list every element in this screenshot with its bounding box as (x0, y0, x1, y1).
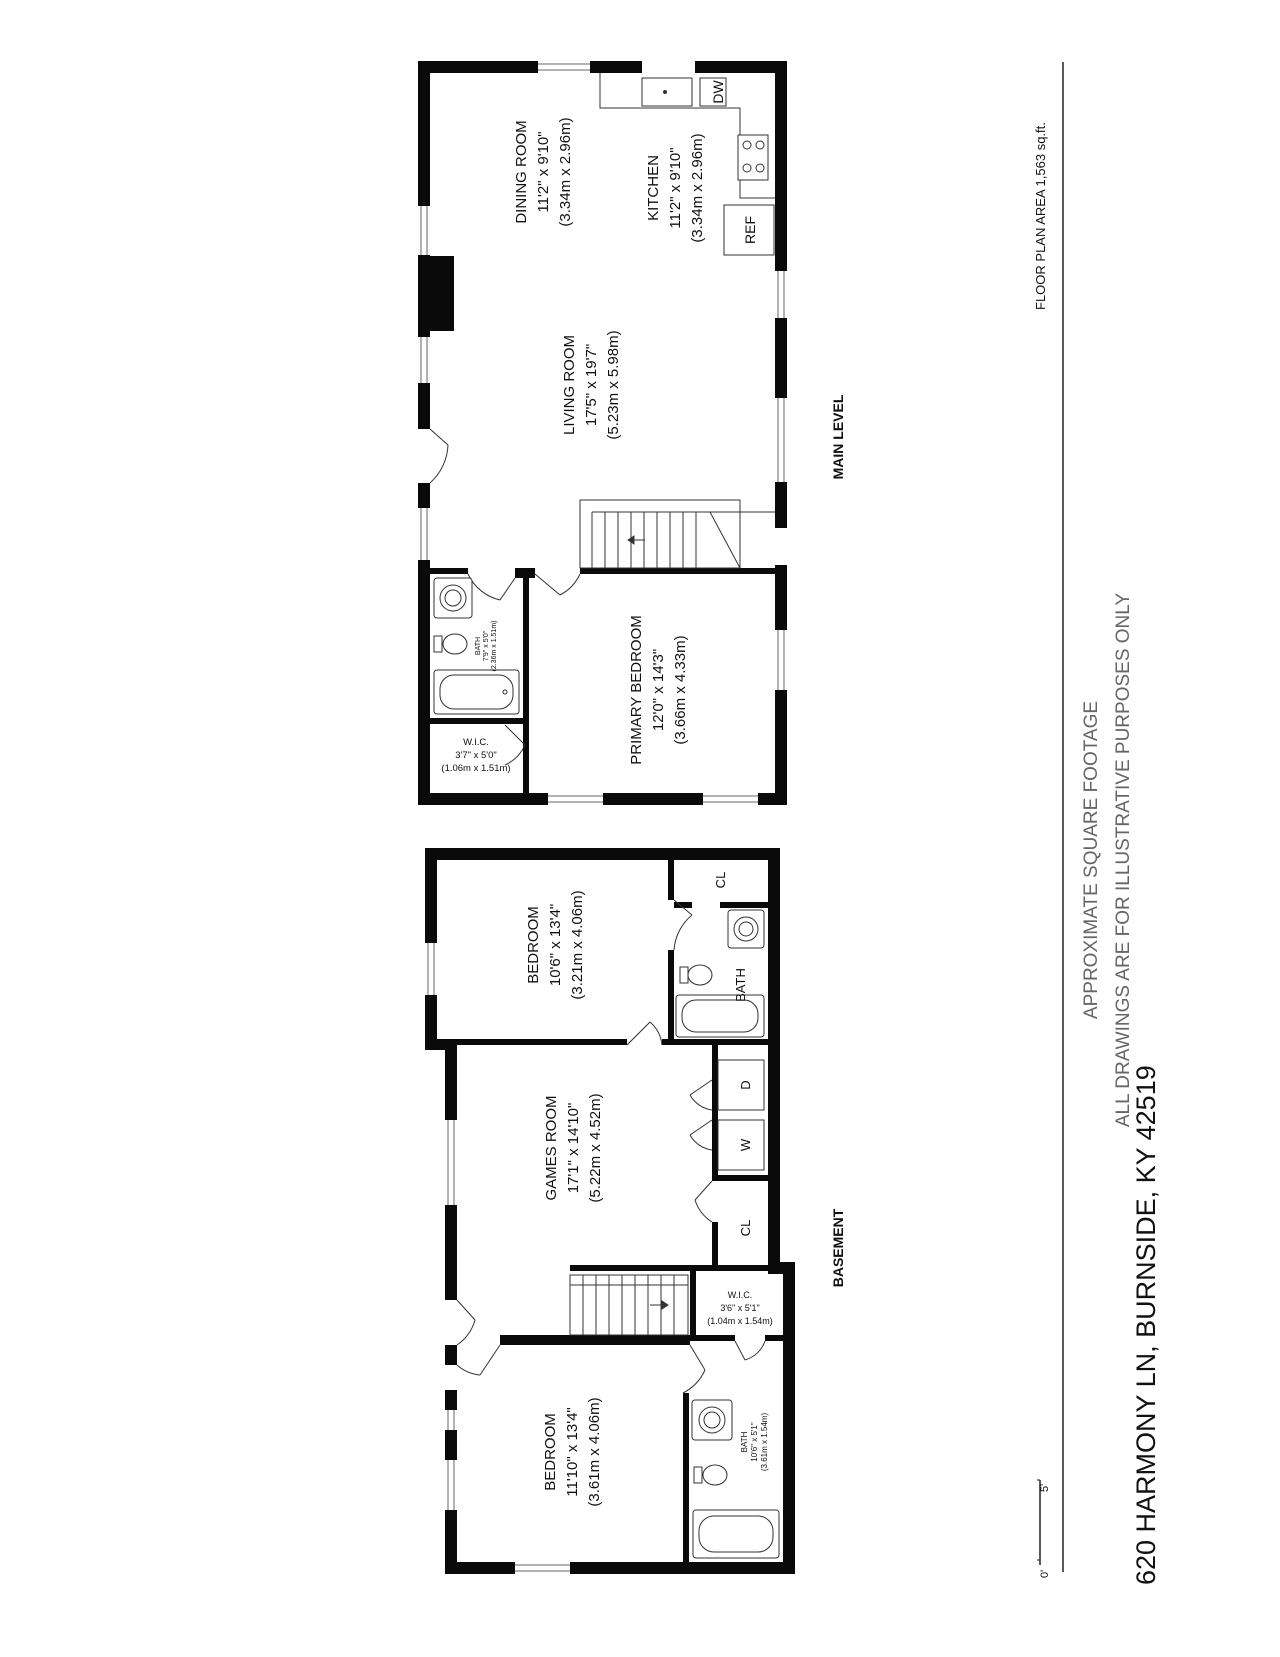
basement-wic-name: W.I.C. (727, 1290, 753, 1300)
kitchen-metric: (3.34m x 2.96m) (689, 133, 706, 243)
basement-walls (425, 848, 795, 1574)
basement-label: BASEMENT (830, 1208, 846, 1288)
main-bath-metric: (2.36m x 1.51m) (491, 620, 498, 672)
games-room-name: GAMES ROOM (543, 1095, 560, 1201)
dining-room-dims: 11'2" x 9'10" (535, 131, 552, 213)
property-address: 620 HARMONY LN, BURNSIDE, KY 42519 (1131, 1065, 1161, 1585)
primary-bedroom-dims: 12'0" x 14'3" (650, 648, 667, 732)
living-room-name: LIVING ROOM (561, 334, 578, 436)
games-room-metric: (5.22m x 4.52m) (587, 1093, 604, 1203)
main-stairs (580, 500, 775, 568)
dining-room-name: DINING ROOM (513, 120, 530, 224)
main-bath-dims: 7'9" x 5'0" (483, 630, 490, 662)
washer-label: W (738, 1138, 753, 1152)
scale-start-label: 0' (1039, 1569, 1051, 1578)
dishwasher-label: DW (710, 80, 726, 104)
main-bath-name: BATH (475, 636, 482, 656)
living-room-metric: (5.23m x 5.98m) (605, 330, 622, 440)
bedroom2-name: BEDROOM (542, 1413, 559, 1491)
basement-bath2-name: BATH (740, 1431, 749, 1453)
basement-bath2-metric: (3.61m x 1.54m) (760, 1412, 769, 1472)
basement-wic-metric: (1.04m x 1.54m) (707, 1316, 773, 1326)
dryer-label: D (738, 1080, 753, 1090)
primary-bedroom-name: PRIMARY BEDROOM (628, 615, 645, 765)
main-wic-name: W.I.C. (463, 737, 489, 748)
title-block (1033, 122, 1161, 1585)
closet2-label: CL (738, 1219, 753, 1237)
laundry-appliances (718, 1060, 764, 1170)
closet1-label: CL (713, 871, 728, 889)
basement-bath2-dims: 10'6" x 5'1" (750, 1422, 759, 1462)
floor-area-note: FLOOR PLAN AREA 1,563 sq.ft. (1033, 122, 1048, 310)
scale-end-label: 5' (1039, 1483, 1051, 1492)
disclaimer-line2: ALL DRAWINGS ARE FOR ILLUSTRATIVE PURPOSES ONLY (1113, 592, 1134, 1128)
kitchen-dims: 11'2" x 9'10" (667, 147, 684, 229)
basement-bath1-name: BATH (733, 968, 748, 1002)
basement-plan (425, 848, 795, 1574)
bedroom2-dims: 11'10" x 13'4" (564, 1407, 581, 1497)
games-room-dims: 17'1" x 14'10" (565, 1102, 582, 1194)
living-room-dims: 17'5" x 19'7" (583, 343, 600, 427)
bedroom1-dims: 10'6" x 13'4" (547, 903, 564, 987)
bedroom1-metric: (3.21m x 4.06m) (569, 890, 586, 1000)
main-level-label: MAIN LEVEL (830, 394, 846, 480)
disclaimer-line1: APPROXIMATE SQUARE FOOTAGE (1081, 700, 1102, 1020)
main-wic-dims: 3'7" x 5'0" (455, 750, 497, 761)
kitchen-name: KITCHEN (645, 155, 662, 221)
primary-bedroom-metric: (3.66m x 4.33m) (672, 635, 689, 745)
basement-stairs (570, 1275, 688, 1335)
bedroom2-metric: (3.61m x 4.06m) (586, 1397, 603, 1507)
basement-wic-dims: 3'6" x 5'1" (720, 1303, 760, 1313)
bedroom1-name: BEDROOM (525, 906, 542, 984)
main-level-plan (418, 61, 787, 805)
dining-room-metric: (3.34m x 2.96m) (557, 117, 574, 227)
main-wic-metric: (1.06m x 1.51m) (441, 763, 511, 774)
refrigerator-label: REF (742, 216, 758, 244)
